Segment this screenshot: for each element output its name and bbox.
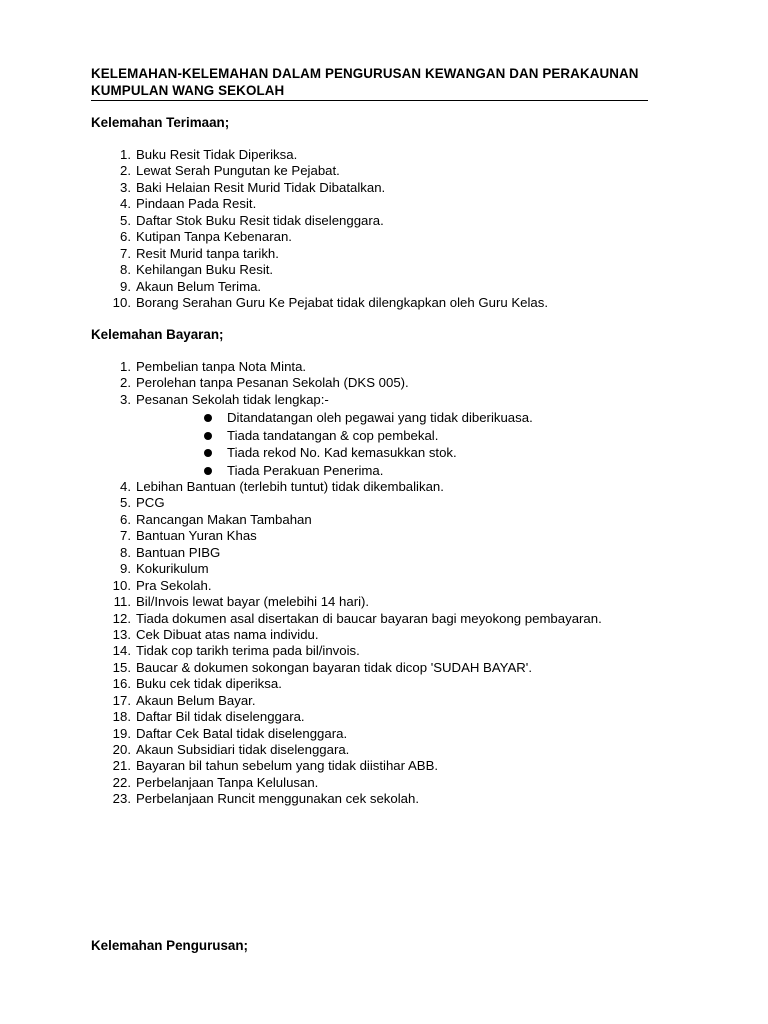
list-item-number: 21.	[112, 758, 131, 774]
list-item-text: Daftar Stok Buku Resit tidak diselenggara.	[136, 212, 384, 228]
list-item	[0, 163, 768, 179]
list-item-text: Akaun Belum Terima.	[136, 278, 262, 294]
list-item-text: Tidak cop tarikh terima pada bil/invois.	[136, 643, 360, 659]
list-item	[0, 775, 768, 791]
list-item	[0, 709, 768, 725]
list-item-text: Akaun Subsidiari tidak diselenggara.	[136, 742, 350, 757]
list-item-number: 18.	[112, 709, 131, 725]
list-item-number: 9.	[120, 278, 131, 294]
list-item-text: Cek Dibuat atas nama individu.	[136, 626, 319, 642]
list-item	[0, 180, 768, 196]
bullet-icon	[204, 467, 212, 475]
list-item-number: 6.	[120, 511, 131, 527]
list-item-text: Resit Murid tanpa tarikh.	[136, 245, 279, 261]
list-item-number: 4.	[120, 479, 131, 494]
list-item	[0, 246, 768, 262]
list-item	[0, 545, 768, 561]
sub-list-item-text: Tiada tandatangan & cop pembekal.	[227, 427, 439, 443]
list-item	[0, 578, 768, 594]
list-item-number: 9.	[120, 561, 131, 577]
list-item	[0, 627, 768, 643]
list-item-number: 17.	[112, 692, 131, 708]
list-item-number: 1.	[120, 147, 131, 162]
document-title-line-2: KUMPULAN WANG SEKOLAH	[91, 83, 285, 98]
list-item	[0, 791, 768, 807]
list-item-text: Perbelanjaan Tanpa Kelulusan.	[136, 774, 319, 790]
list-item	[0, 528, 768, 544]
list-item-text: Kutipan Tanpa Kebenaran.	[136, 229, 292, 245]
list-kelemahan-bayaran-part-2	[0, 479, 768, 808]
list-item-text: Bantuan Yuran Khas	[136, 528, 257, 544]
list-item	[0, 594, 768, 610]
sub-list-item-text: Tiada rekod No. Kad kemasukkan stok.	[227, 445, 457, 461]
title-underline-rule	[91, 100, 648, 101]
list-item-text: Buku Resit Tidak Diperiksa.	[136, 147, 298, 162]
list-item	[0, 660, 768, 676]
sub-list-item	[0, 462, 768, 480]
list-item-text: Pembelian tanpa Nota Minta.	[136, 359, 307, 374]
list-item-number: 2.	[120, 375, 131, 391]
list-item-text: Buku cek tidak diperiksa.	[136, 676, 282, 692]
list-item-text: Akaun Belum Bayar.	[136, 692, 256, 708]
list-item-text: Lewat Serah Pungutan ke Pejabat.	[136, 163, 340, 179]
list-item-number: 19.	[112, 725, 131, 741]
sub-list-item-text: Tiada Perakuan Penerima.	[227, 462, 384, 478]
list-item	[0, 279, 768, 295]
list-item	[0, 375, 768, 391]
list-item	[0, 676, 768, 692]
list-item	[0, 392, 768, 408]
list-item-number: 3.	[120, 391, 131, 407]
list-item-number: 7.	[120, 528, 131, 544]
list-item	[0, 147, 768, 163]
list-item-text: Bayaran bil tahun sebelum yang tidak diistihar ABB.	[136, 758, 439, 774]
list-item-number: 15.	[112, 659, 131, 675]
list-item	[0, 479, 768, 495]
list-item-number: 12.	[112, 610, 131, 626]
document-title-line-1: KELEMAHAN-KELEMAHAN DALAM PENGURUSAN KEWANGAN DAN PERAKAUNAN	[91, 66, 639, 81]
sub-list-item-text: Ditandatangan oleh pegawai yang tidak diberikuasa.	[227, 410, 533, 425]
list-item	[0, 611, 768, 627]
sub-list-item	[0, 427, 768, 445]
list-item-text: Kokurikulum	[136, 561, 209, 577]
heading-kelemahan-terimaan: Kelemahan Terimaan;	[91, 115, 230, 130]
list-item	[0, 295, 768, 311]
list-item-text: Bantuan PIBG	[136, 544, 221, 560]
list-item-text: Perbelanjaan Runcit menggunakan cek sekolah.	[136, 791, 419, 807]
list-item-number: 3.	[120, 179, 131, 195]
list-item-text: Perolehan tanpa Pesanan Sekolah (DKS 005).	[136, 375, 409, 391]
sub-list-item	[0, 409, 768, 427]
list-item	[0, 726, 768, 742]
list-item	[0, 229, 768, 245]
bullet-icon	[204, 414, 212, 422]
list-item-number: 23.	[112, 791, 131, 807]
list-item-number: 1.	[120, 359, 131, 374]
list-item-text: Kehilangan Buku Resit.	[136, 262, 274, 278]
list-item-number: 11.	[113, 594, 131, 610]
list-item	[0, 213, 768, 229]
list-item-number: 20.	[112, 742, 131, 757]
list-item-number: 13.	[112, 626, 131, 642]
list-item-text: Baucar & dokumen sokongan bayaran tidak dicop 'SUDAH BAYAR'.	[136, 659, 532, 675]
list-item-text: Lebihan Bantuan (terlebih tuntut) tidak dikembalikan.	[136, 479, 444, 494]
list-item-number: 8.	[120, 262, 131, 278]
list-item	[0, 643, 768, 659]
list-item-number: 10.	[112, 577, 131, 593]
list-item-number: 16.	[112, 676, 131, 692]
list-item-text: Rancangan Makan Tambahan	[136, 511, 312, 527]
list-item-text: PCG	[136, 495, 165, 511]
list-item	[0, 742, 768, 758]
list-item-text: Bil/Invois lewat bayar (melebihi 14 hari).	[136, 594, 370, 610]
sub-list-item	[0, 444, 768, 462]
list-item	[0, 495, 768, 511]
list-item-text: Borang Serahan Guru Ke Pejabat tidak dilengkapkan oleh Guru Kelas.	[136, 294, 549, 310]
document-title	[91, 65, 651, 99]
bullet-icon	[204, 432, 212, 440]
list-item-text: Baki Helaian Resit Murid Tidak Dibatalkan.	[136, 179, 386, 195]
list-item-text: Pindaan Pada Resit.	[136, 196, 257, 212]
list-item	[0, 196, 768, 212]
list-item-number: 10.	[112, 294, 131, 310]
list-item-number: 22.	[112, 774, 131, 790]
heading-kelemahan-bayaran: Kelemahan Bayaran;	[91, 327, 224, 342]
list-item	[0, 693, 768, 709]
list-item	[0, 758, 768, 774]
list-item	[0, 262, 768, 278]
list-item-text: Daftar Bil tidak diselenggara.	[136, 709, 305, 725]
list-kelemahan-terimaan	[0, 147, 768, 311]
list-kelemahan-bayaran-part-1	[0, 359, 768, 408]
list-item-number: 7.	[120, 245, 131, 261]
list-item-number: 5.	[120, 495, 131, 511]
list-item-number: 5.	[120, 212, 131, 228]
list-item-text: Daftar Cek Batal tidak diselenggara.	[136, 725, 348, 741]
list-item-number: 4.	[120, 196, 131, 212]
list-item-text: Pesanan Sekolah tidak lengkap:-	[136, 391, 329, 407]
list-item-number: 2.	[120, 163, 131, 179]
list-item	[0, 512, 768, 528]
list-item-text: Tiada dokumen asal disertakan di baucar bayaran bagi meyokong pembayaran.	[136, 610, 602, 626]
list-pesanan-sekolah-sub-items	[0, 409, 768, 479]
list-item-text: Pra Sekolah.	[136, 577, 212, 593]
heading-kelemahan-pengurusan: Kelemahan Pengurusan;	[91, 938, 249, 953]
list-item	[0, 359, 768, 375]
list-item-number: 8.	[120, 544, 131, 560]
list-item-number: 6.	[120, 229, 131, 245]
bullet-icon	[204, 449, 212, 457]
list-item-number: 14.	[112, 643, 131, 659]
list-item	[0, 561, 768, 577]
